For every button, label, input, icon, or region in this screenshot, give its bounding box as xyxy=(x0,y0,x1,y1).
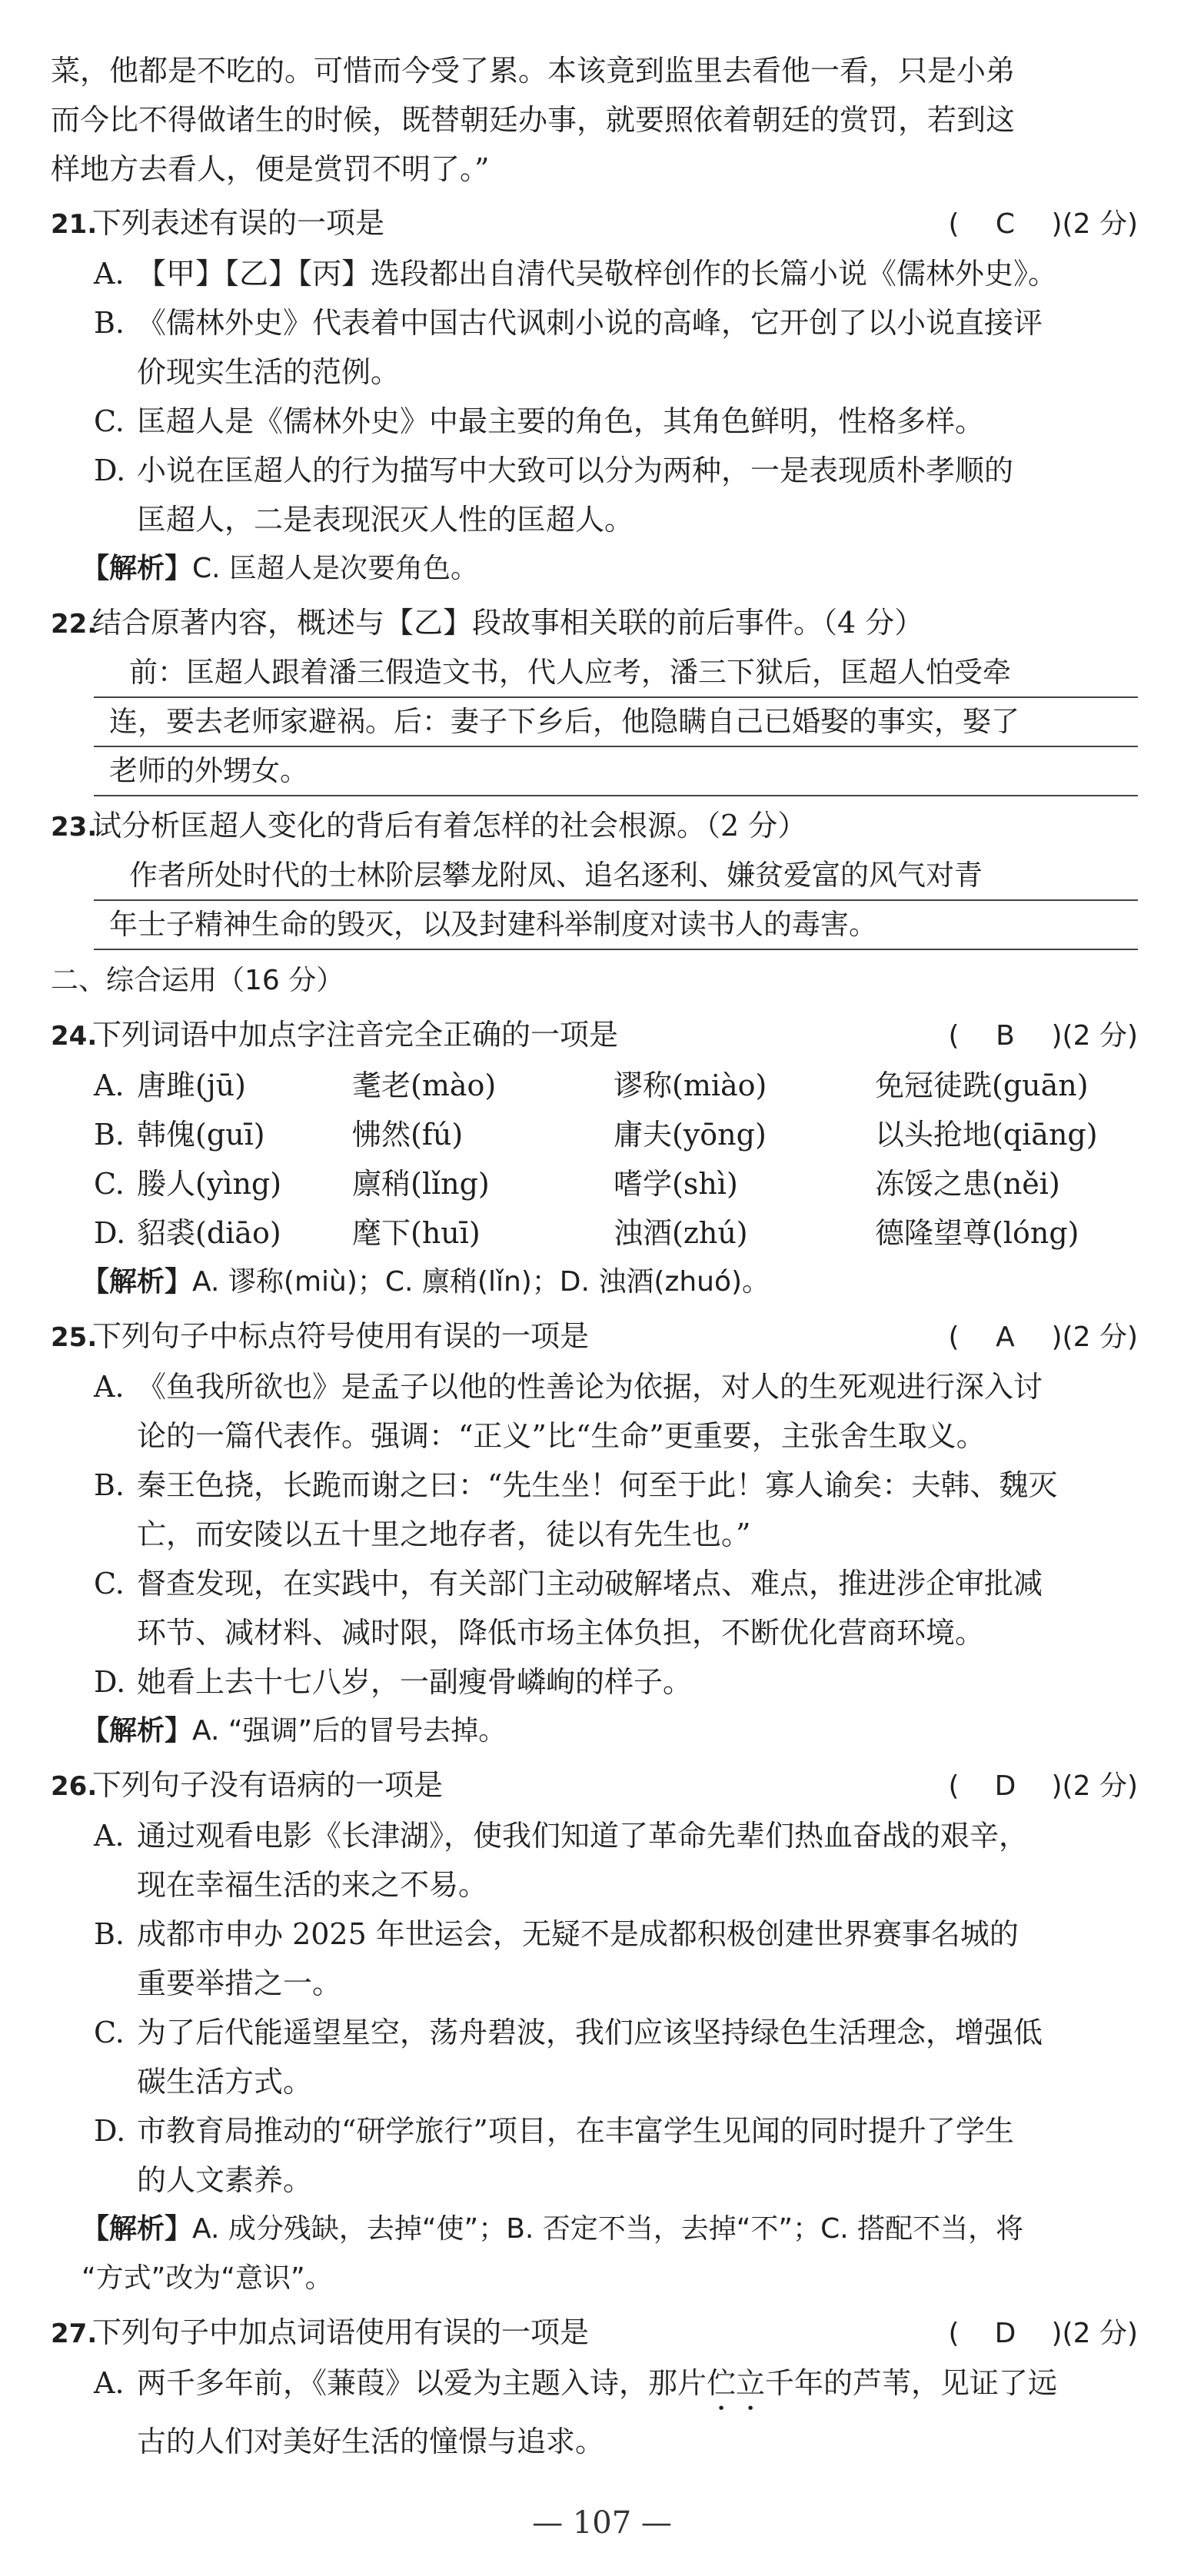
option-a xyxy=(94,1362,1138,1411)
question-25-header xyxy=(51,1311,1138,1362)
option-label: B. xyxy=(94,1917,125,1951)
answer-line: 年士子精神生命的毁灭，以及封建科举制度对读书人的毒害。 xyxy=(94,901,1138,950)
score: (2 分) xyxy=(1062,1020,1138,1052)
option-label: A. xyxy=(94,1819,125,1853)
option-label: C. xyxy=(94,404,125,438)
score: (2 分) xyxy=(1062,208,1138,240)
question-21-header xyxy=(51,198,1138,249)
analysis-tag: 【解析】 xyxy=(81,1266,193,1298)
option-text: 她看上去十七八岁，一副瘦骨嶙峋的样子。 xyxy=(137,1665,693,1699)
score: (2 分) xyxy=(1062,1321,1138,1353)
analysis-tag: 【解析】 xyxy=(81,2213,193,2245)
option-d xyxy=(94,1657,1138,1707)
option-text-post: 千年的芦苇，见证了远 xyxy=(765,2366,1058,2400)
option-label: B. xyxy=(94,306,125,340)
answer-box: ( D )(2 分) xyxy=(948,2309,1138,2358)
answer-22 xyxy=(51,649,1138,796)
analysis-26 xyxy=(51,2205,1138,2303)
option-label: A. xyxy=(94,1069,125,1102)
score: (2 分) xyxy=(1062,1770,1138,1802)
option-text: 亡，而安陵以五十里之地存者，徒以有先生也。” xyxy=(137,1517,751,1551)
option-text: 碳生活方式。 xyxy=(137,2065,313,2099)
option-a xyxy=(94,249,1138,298)
question-number: 21. xyxy=(51,209,98,240)
option-word: 怫然(fú) xyxy=(352,1118,464,1152)
option-word: 唐雎(jū) xyxy=(137,1069,246,1102)
option-label: D. xyxy=(94,2114,126,2148)
question-27-options xyxy=(51,2358,1138,2466)
option-a-cont xyxy=(94,1860,1138,1910)
question-stem: 试分析匡超人变化的背后有着怎样的社会根源。（2 分） xyxy=(92,809,807,843)
analysis-24 xyxy=(51,1258,1138,1307)
option-row xyxy=(51,1159,1138,1208)
answer-box: ( B )(2 分) xyxy=(948,1012,1138,1061)
analysis-text: A. “强调”后的冒号去掉。 xyxy=(192,1715,507,1747)
question-21-options xyxy=(51,249,1138,544)
intro-passage xyxy=(51,46,1138,194)
question-stem: 下列句子中加点词语使用有误的一项是 xyxy=(92,2315,590,2349)
question-number: 24. xyxy=(51,1021,98,1052)
option-text: 督查发现，在实践中，有关部门主动破解堵点、难点，推进涉企审批减 xyxy=(137,1567,1043,1600)
option-word: 德隆望尊(lóng) xyxy=(875,1216,1079,1250)
option-c-cont xyxy=(94,2057,1138,2106)
option-word: 貂裘(diāo) xyxy=(137,1216,281,1250)
option-b-cont xyxy=(94,347,1138,397)
question-stem: 下列句子没有语病的一项是 xyxy=(92,1768,444,1802)
option-word: 以头抢地(qiāng) xyxy=(875,1118,1098,1152)
option-b xyxy=(94,1461,1138,1510)
option-a xyxy=(94,2358,1138,2417)
option-word: 庸夫(yōng) xyxy=(614,1118,767,1152)
option-word: 免冠徒跣(guān) xyxy=(875,1069,1089,1102)
question-stem: 下列句子中标点符号使用有误的一项是 xyxy=(92,1319,590,1353)
answer-23 xyxy=(51,852,1138,950)
option-word: 嗜学(shì) xyxy=(614,1167,738,1201)
option-row xyxy=(51,1061,1138,1110)
option-text: 的人文素养。 xyxy=(137,2163,313,2197)
answer-box: ( C )(2 分) xyxy=(948,200,1138,249)
question-stem: 下列表述有误的一项是 xyxy=(92,206,385,240)
option-word: 浊酒(zhú) xyxy=(614,1216,748,1250)
option-word: 耄老(mào) xyxy=(352,1069,497,1102)
option-word: 谬称(miào) xyxy=(614,1069,767,1102)
intro-line: 而今比不得做诸生的时候，既替朝廷办事，就要照依着朝廷的赏罚，若到这 xyxy=(51,103,1016,137)
option-text xyxy=(137,2358,1057,2417)
analysis-text: A. 成分残缺，去掉“使”；B. 否定不当，去掉“不”；C. 搭配不当，将 xyxy=(192,2213,1024,2245)
question-22-header xyxy=(51,598,1138,649)
dotted-word: 伫立 xyxy=(707,2366,766,2400)
analysis-text: C. 匡超人是次要角色。 xyxy=(192,553,479,584)
option-label: D. xyxy=(94,454,126,487)
option-text: 《儒林外史》代表着中国古代讽刺小说的高峰，它开创了以小说直接评 xyxy=(137,306,1043,340)
option-text: 【甲】【乙】【丙】选段都出自清代吴敬梓创作的长篇小说《儒林外史》。 xyxy=(137,257,1058,291)
question-27-header xyxy=(51,2308,1138,2358)
answer-letter: C xyxy=(995,208,1016,240)
option-label: D. xyxy=(94,1216,126,1250)
option-row xyxy=(51,1110,1138,1159)
option-text: 市教育局推动的“研学旅行”项目，在丰富学生见闻的同时提升了学生 xyxy=(137,2114,1014,2148)
section-heading: 二、综合运用（16 分） xyxy=(51,965,344,996)
option-text: 古的人们对美好生活的憧憬与追求。 xyxy=(137,2425,605,2458)
option-row xyxy=(51,1208,1138,1258)
option-label: D. xyxy=(94,1665,126,1699)
option-text: 价现实生活的范例。 xyxy=(137,355,401,389)
option-word: 媵人(yìng) xyxy=(137,1167,282,1201)
option-text: 《鱼我所欲也》是孟子以他的性善论为依据，对人的生死观进行深入讨 xyxy=(137,1370,1043,1404)
option-b-cont xyxy=(94,1959,1138,2008)
intro-line: 样地方去看人，便是赏罚不明了。” xyxy=(51,152,490,186)
option-label: A. xyxy=(94,1370,125,1404)
question-26-header xyxy=(51,1760,1138,1811)
option-a xyxy=(94,1811,1138,1860)
question-number: 27. xyxy=(51,2318,98,2349)
analysis-tag: 【解析】 xyxy=(81,553,193,584)
intro-line: 菜，他都是不吃的。可惜而今受了累。本该竟到监里去看他一看，只是小弟 xyxy=(51,54,1016,88)
option-d xyxy=(94,446,1138,495)
score: (2 分) xyxy=(1062,2318,1138,2349)
option-label: B. xyxy=(94,1468,125,1502)
option-text: 成都市申办 2025 年世运会，无疑不是成都积极创建世界赛事名城的 xyxy=(137,1917,1019,1951)
analysis-tag: 【解析】 xyxy=(81,1715,193,1747)
question-number: 22. xyxy=(51,609,98,640)
analysis-text-cont: “方式”改为“意识”。 xyxy=(81,2262,333,2294)
answer-line: 连，要去老师家避祸。后：妻子下乡后，他隐瞒自己已婚娶的事实，娶了 xyxy=(94,698,1138,747)
option-text-pre: 两千多年前，《蒹葭》以爱为主题入诗，那片 xyxy=(137,2366,707,2400)
option-word: 韩傀(guī) xyxy=(137,1118,265,1152)
question-26-options xyxy=(51,1811,1138,2205)
option-label: A. xyxy=(94,257,125,291)
option-label: C. xyxy=(94,1567,125,1600)
option-text: 重要举措之一。 xyxy=(137,1966,342,2000)
option-d xyxy=(94,2106,1138,2156)
option-c xyxy=(94,1559,1138,1608)
question-stem: 下列词语中加点字注音完全正确的一项是 xyxy=(92,1018,619,1052)
option-label: B. xyxy=(94,1118,125,1152)
page-number: — 107 — xyxy=(532,2505,672,2541)
answer-letter: D xyxy=(994,1770,1016,1802)
option-c xyxy=(94,2008,1138,2057)
analysis-21 xyxy=(51,544,1138,593)
option-text: 匡超人，二是表现泯灭人性的匡超人。 xyxy=(137,503,634,537)
answer-letter: A xyxy=(996,1321,1015,1353)
option-b-cont xyxy=(94,1510,1138,1559)
answer-line: 前：匡超人跟着潘三假造文书，代人应考，潘三下狱后，匡超人怕受牵 xyxy=(94,649,1138,698)
option-text: 匡超人是《儒林外史》中最主要的角色，其角色鲜明，性格多样。 xyxy=(137,404,985,438)
option-label: C. xyxy=(94,2016,125,2049)
option-c xyxy=(94,397,1138,446)
option-b xyxy=(94,1910,1138,1959)
answer-letter: B xyxy=(996,1020,1015,1052)
option-text: 现在幸福生活的来之不易。 xyxy=(137,1868,488,1902)
option-c-cont xyxy=(94,1608,1138,1657)
option-word: 麾下(huī) xyxy=(352,1216,481,1250)
question-23-header xyxy=(51,801,1138,852)
option-text: 通过观看电影《长津湖》，使我们知道了革命先辈们热血奋战的艰辛， xyxy=(137,1819,1029,1853)
question-number: 25. xyxy=(51,1322,98,1353)
question-24-options xyxy=(51,1061,1138,1258)
question-24-header xyxy=(51,1010,1138,1061)
option-text: 秦王色挠，长跪而谢之曰：“先生坐！何至于此！寡人谕矣：夫韩、魏灭 xyxy=(137,1468,1058,1502)
answer-line: 作者所处时代的士林阶层攀龙附凤、追名逐利、嫌贫爱富的风气对青 xyxy=(94,852,1138,901)
option-word: 廪稍(lǐng) xyxy=(352,1167,490,1201)
answer-letter: D xyxy=(994,2318,1016,2349)
option-a-cont xyxy=(94,1411,1138,1461)
analysis-text: A. 谬称(miù)；C. 廪稍(lǐn)；D. 浊酒(zhuó)。 xyxy=(192,1266,770,1298)
question-25-options xyxy=(51,1362,1138,1707)
option-label: A. xyxy=(94,2366,125,2400)
question-stem: 结合原著内容，概述与【乙】段故事相关联的前后事件。（4 分） xyxy=(92,606,924,640)
option-d-cont xyxy=(94,495,1138,544)
analysis-25 xyxy=(51,1707,1138,1756)
question-number: 26. xyxy=(51,1771,98,1802)
option-label: C. xyxy=(94,1167,125,1201)
answer-box: ( D )(2 分) xyxy=(948,1762,1138,1811)
option-text: 为了后代能遥望星空，荡舟碧波，我们应该坚持绿色生活理念，增强低 xyxy=(137,2016,1043,2049)
option-word: 冻馁之患(něi) xyxy=(875,1167,1060,1201)
option-text: 小说在匡超人的行为描写中大致可以分为两种，一是表现质朴孝顺的 xyxy=(137,454,1014,487)
option-a-cont xyxy=(94,2417,1138,2466)
answer-line: 老师的外甥女。 xyxy=(94,747,1138,796)
option-b xyxy=(94,298,1138,347)
option-d-cont xyxy=(94,2156,1138,2205)
answer-box: ( A )(2 分) xyxy=(948,1313,1138,1362)
option-text: 论的一篇代表作。强调：“正义”比“生命”更重要，主张舍生取义。 xyxy=(137,1419,986,1453)
question-number: 23. xyxy=(51,812,98,843)
option-text: 环节、减材料、减时限，降低市场主体负担，不断优化营商环境。 xyxy=(137,1616,985,1650)
